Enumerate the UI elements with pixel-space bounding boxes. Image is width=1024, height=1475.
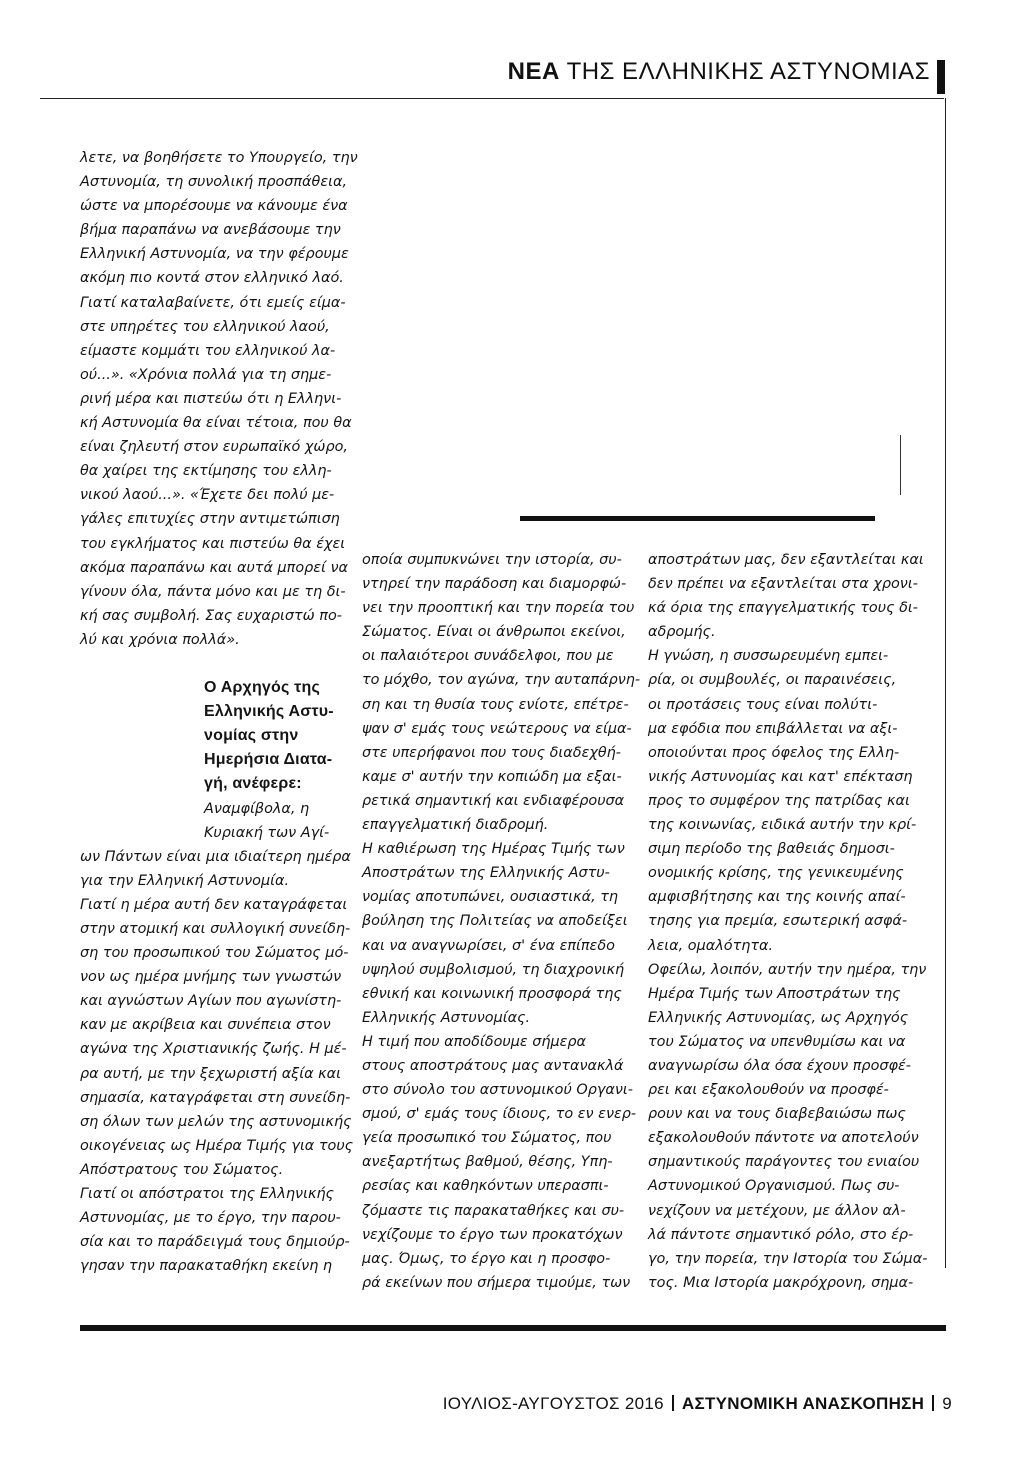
text-line: ση και τη θυσία τους ενίοτε, επέτρε- xyxy=(362,696,629,713)
text-line: υψηλού συμβολισμού, τη διαχρονική xyxy=(362,961,625,978)
text-line: στο σύνολο του αστυνομικού Οργανι- xyxy=(362,1082,633,1099)
header-title-rest: ΤΗΣ ΕΛΛΗΝΙΚΗΣ ΑΣΤΥΝΟΜΙΑΣ xyxy=(559,58,930,85)
text-line: θα χαίρει της εκτίμησης του ελλη- xyxy=(80,463,332,480)
text-line: καμε σ' αυτήν την κοπιώδη μα εξαι- xyxy=(362,768,622,785)
text-line: Ο Αρχηγός της xyxy=(204,679,321,697)
text-line: βούληση της Πολιτείας να αποδείξει xyxy=(362,913,628,930)
column-top-rule xyxy=(520,516,875,521)
text-line: και να αναγνωρίσει, σ' ένα επίπεδο xyxy=(362,937,615,954)
text-line: του εγκλήματος και πιστεύω θα έχει xyxy=(80,535,346,552)
text-line: είμαστε κομμάτι του ελληνικού λα- xyxy=(80,342,336,359)
text-line: είναι ζηλευτή στον ευρωπαϊκό χώρο, xyxy=(80,439,348,456)
text-line: προς το συμφέρον της πατρίδας και xyxy=(648,792,910,809)
text-line: Κυριακή των Αγί- xyxy=(204,824,330,841)
text-line: γάλες επιτυχίες στην αντιμετώπιση xyxy=(80,511,340,528)
text-line: αποστράτων μας, δεν εξαντλείται και xyxy=(648,552,924,568)
text-line: Απόστρατους του Σώματος. xyxy=(80,1161,284,1178)
text-line: νον ως ημέρα μνήμης των γνωστών xyxy=(80,969,342,986)
text-line: σία και το παράδειγμά τους δημιούρ- xyxy=(80,1234,350,1251)
footer-separator xyxy=(932,1395,934,1411)
text-line: Ελληνική Αστυνομία, να την φέρουμε xyxy=(80,246,349,263)
text-line: λεια, ομαλότητα. xyxy=(648,937,774,954)
text-line: ρεσίας και καθηκόντων υπερασπι- xyxy=(362,1178,609,1195)
footer-divider xyxy=(80,1325,946,1331)
text-line: Η γνώση, η συσσωρευμένη εμπει- xyxy=(648,648,889,665)
text-line: νομίας στην xyxy=(204,727,299,745)
text-line: νεχίζουν να μετέχουν, με άλλον αλ- xyxy=(648,1202,906,1219)
text-line: Ημέρα Τιμής των Αποστράτων της xyxy=(648,985,901,1002)
text-line: ντηρεί την παράδοση και διαμορφώ- xyxy=(362,576,627,593)
header-divider xyxy=(40,98,944,99)
text-line: ρα αυτή, με την ξεχωριστή αξία και xyxy=(80,1065,341,1082)
text-line: νομίας αποτυπώνει, ουσιαστικά, τη xyxy=(362,889,619,906)
text-line: λά πάντοτε σημαντικό ρόλο, στο έρ- xyxy=(648,1226,914,1243)
text-line: Ελληνικής Αστυ- xyxy=(204,703,334,721)
text-line: ρετικά σημαντική και ενδιαφέρουσα xyxy=(362,792,625,809)
text-line: Οφείλω, λοιπόν, αυτήν την ημέρα, την xyxy=(648,961,927,978)
text-line: αμφισβήτησης και της κοινής απαί- xyxy=(648,889,906,906)
text-line: αγώνα της Χριστιανικής ζωής. Η μέ- xyxy=(80,1041,347,1058)
text-column-2 xyxy=(362,548,641,1295)
text-line: Γιατί η μέρα αυτή δεν καταγράφεται xyxy=(80,896,348,913)
page-number: 9 xyxy=(942,1394,952,1413)
text-line: οικογένειας ως Ημέρα Τιμής για τους xyxy=(80,1137,354,1154)
text-line: τος. Μια Ιστορία μακρόχρονη, σημα- xyxy=(648,1274,914,1291)
column-divider-mark xyxy=(900,435,901,495)
text-line: Η καθιέρωση της Ημέρας Τιμής των xyxy=(362,841,625,858)
text-line: ρία, οι συμβουλές, οι παραινέσεις, xyxy=(648,672,897,689)
text-line: σημαντικούς παράγοντες του ενιαίου xyxy=(648,1154,920,1171)
text-line: ού...». «Χρόνια πολλά για τη σημε- xyxy=(80,366,332,383)
text-line: της κοινωνίας, ειδικά αυτήν την κρί- xyxy=(648,817,917,834)
text-line: Ελληνικής Αστυνομίας, ως Αρχηγός xyxy=(648,1009,909,1026)
text-line: ανεξαρτήτως βαθμού, θέσης, Υπη- xyxy=(362,1154,613,1171)
text-line: Γιατί οι απόστρατοι της Ελληνικής xyxy=(80,1186,335,1203)
text-line: οποία συμπυκνώνει την ιστορία, συ- xyxy=(362,552,622,568)
text-line: του Σώματος να υπενθυμίσω και να xyxy=(648,1033,906,1050)
text-line: γο, την πορεία, την Ιστορία του Σώμα- xyxy=(648,1250,928,1267)
text-line: σημασία, καταγράφεται στη συνείδη- xyxy=(80,1089,351,1106)
text-line: Ημερήσια Διατα- xyxy=(204,751,333,769)
right-margin-rule xyxy=(945,98,946,1268)
text-line: νικού λαού...». «Έχετε δει πολύ με- xyxy=(80,487,335,504)
text-line: Αναμφίβολα, η xyxy=(204,800,310,817)
text-line: γή, ανέφερε: xyxy=(204,775,302,793)
text-line: αναγνωρίσω όλα όσα έχουν προσφέ- xyxy=(648,1057,911,1074)
text-line: οι προτάσεις τους είναι πολύτι- xyxy=(648,696,878,713)
text-line: ψαν σ' εμάς τους νεώτερους να είμα- xyxy=(362,720,632,737)
text-column-1 xyxy=(80,146,358,1278)
text-line: τησης για πρεμία, εσωτερική ασφά- xyxy=(648,913,908,930)
text-line: ων Πάντων είναι μια ιδιαίτερη ημέρα xyxy=(80,848,351,865)
text-line: ακόμα παραπάνω και αυτά μπορεί να xyxy=(80,559,349,576)
text-line: βήμα παραπάνω να ανεβάσουμε την xyxy=(80,222,341,239)
text-line: αδρομής. xyxy=(648,624,716,641)
footer-separator xyxy=(672,1395,674,1411)
text-line: στην ατομική και συλλογική συνείδη- xyxy=(80,921,351,937)
header-accent-bar xyxy=(937,60,945,94)
text-line: κά όρια της επαγγελματικής τους δι- xyxy=(648,600,918,617)
text-line: νικής Αστυνομίας και κατ' επέκταση xyxy=(648,768,913,785)
text-line: δεν πρέπει να εξαντλείται στα χρονι- xyxy=(648,576,918,593)
text-line: Αστυνομικού Οργανισμού. Πως συ- xyxy=(648,1178,900,1195)
text-line: και αγνώστων Αγίων που αγωνίστη- xyxy=(80,993,342,1010)
text-line: ζόμαστε τις παρακαταθήκες και συ- xyxy=(362,1202,625,1219)
text-line: στους αποστράτους μας αντανακλά xyxy=(362,1057,624,1074)
text-line: νεχίζουμε το έργο των προκατόχων xyxy=(362,1226,623,1243)
text-line: σμού, σ' εμάς τους ίδιους, το εν ενερ- xyxy=(362,1106,637,1123)
text-line: κή Αστυνομία θα είναι τέτοια, που θα xyxy=(80,415,352,432)
text-line: στε υπερήφανοι που τους διαδεχθή- xyxy=(362,744,621,761)
text-line: οποιούνται προς όφελος της Ελλη- xyxy=(648,744,900,761)
text-line: γίνουν όλα, πάντα μόνο και με τη δι- xyxy=(80,583,346,600)
text-line: λύ και χρόνια πολλά». xyxy=(80,631,240,648)
text-line: ρινή μέρα και πιστεύω ότι η Ελληνι- xyxy=(80,390,342,407)
text-line: στε υπηρέτες του ελληνικού λαού, xyxy=(80,318,330,335)
text-line: Γιατί καταλαβαίνετε, ότι εμείς είμα- xyxy=(80,294,346,311)
text-line: ονομικής κρίσης, της γενικευμένης xyxy=(648,865,904,882)
text-line: Αστυνομία, τη συνολική προσπάθεια, xyxy=(80,174,348,191)
text-line: λετε, να βοηθήσετε το Υπουργείο, την xyxy=(80,150,358,166)
text-line: το μόχθο, τον αγώνα, την αυταπάρνη- xyxy=(362,672,641,689)
paragraph-gap xyxy=(80,652,345,676)
text-line: ση όλων των μελών της αστυνομικής xyxy=(80,1113,352,1130)
text-line: κή σας συμβολή. Σας ευχαριστώ πο- xyxy=(80,607,342,624)
text-line: Ελληνικής Αστυνομίας. xyxy=(362,1009,531,1026)
text-line: επαγγελματική διαδρομή. xyxy=(362,817,549,834)
footer-magazine-name: ΑΣΤΥΝΟΜΙΚΗ ΑΝΑΣΚΟΠΗΣΗ xyxy=(681,1394,925,1413)
text-line: ρουν και να τους διαβεβαιώσω πως xyxy=(648,1106,906,1123)
text-line: σιμη περίοδο της βαθειάς δημοσι- xyxy=(648,841,895,858)
text-line: οι παλαιότεροι συνάδελφοι, που με xyxy=(362,648,614,665)
text-line: εξακολουθούν πάντοτε να αποτελούν xyxy=(648,1130,919,1147)
text-line: μα εφόδια που επιβάλλεται να αξι- xyxy=(648,720,898,737)
text-line: εθνική και κοινωνική προσφορά της xyxy=(362,985,622,1002)
text-line: ρει και εξακολουθούν να προσφέ- xyxy=(648,1082,889,1099)
text-line: για την Ελληνική Αστυνομία. xyxy=(80,872,290,889)
page-footer xyxy=(443,1394,952,1414)
text-line: Αστυνομίας, με το έργο, την παρου- xyxy=(80,1210,341,1227)
header-title-bold: ΝΕΑ xyxy=(507,58,560,85)
text-line: μας. Όμως, το έργο και η προσφο- xyxy=(362,1250,611,1267)
text-line: ρά εκείνων που σήμερα τιμούμε, των xyxy=(362,1274,631,1291)
text-line: γησαν την παρακαταθήκη εκείνη η xyxy=(80,1258,333,1275)
text-line: καν με ακρίβεια και συνέπεια στον xyxy=(80,1017,331,1034)
text-line: Αποστράτων της Ελληνικής Αστυ- xyxy=(362,865,610,882)
page-header-title xyxy=(508,58,930,86)
text-line: ώστε να μπορέσουμε να κάνουμε ένα xyxy=(80,198,348,215)
text-line: Η τιμή που αποδίδουμε σήμερα xyxy=(362,1033,587,1050)
text-column-3 xyxy=(648,548,928,1295)
text-line: νει την προοπτική και την πορεία του xyxy=(362,600,635,617)
footer-issue-date: ΙΟΥΛΙΟΣ-ΑΥΓΟΥΣΤΟΣ 2016 xyxy=(442,1394,664,1413)
text-line: Σώματος. Είναι οι άνθρωποι εκείνοι, xyxy=(362,624,626,641)
text-line: ση του προσωπικού του Σώματος μό- xyxy=(80,945,349,962)
text-line: ακόμη πιο κοντά στον ελληνικό λαό. xyxy=(80,270,344,287)
text-line: γεία προσωπικό του Σώματος, που xyxy=(362,1130,612,1147)
